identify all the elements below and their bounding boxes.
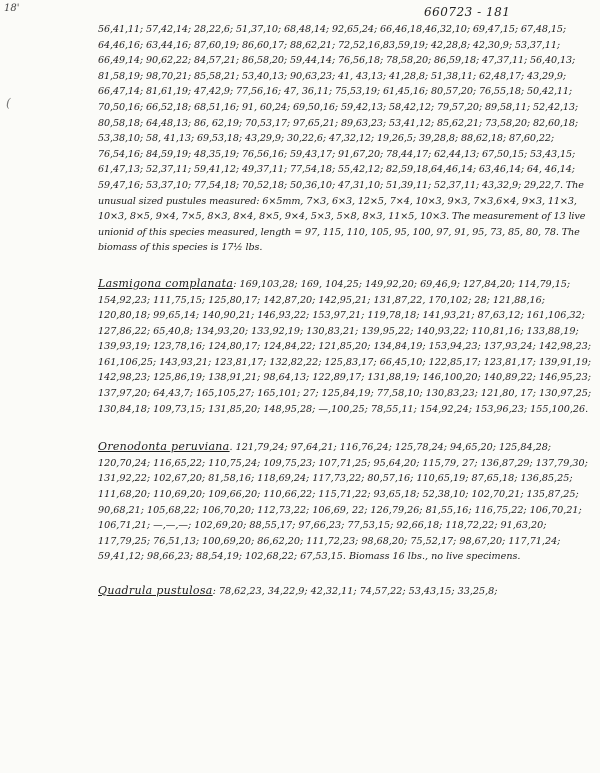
- corner-mark: 18': [4, 3, 20, 14]
- handwritten-notes: [98, 22, 592, 600]
- species-measurements: . 121,79,24; 97,64,21; 116,76,24; 125,78,24; 94,65,20; 125,84,28; 120,70,24; 116,65,22; 110,75,24; 109,75,23; 107,71,25; 95,64,20; 115,79, 27; 136,87,29; 137,79,30; 131,92,22; 102,67,20; 81,58,16; 118,69,24; 117,73,22; 80,57,16; 110,65,19; 87,65,18; 136,85,25; 111,68,20; 110,69,20; 109,66,20; 110,66,22; 115,71,22; 93,65,18; 52,38,10; 102,70,21; 135,87,25; 90,68,21; 105,68,22; 106,70,20; 112,73,22; 106,69, 22; 126,79,26; 81,55,16; 116,75,22; 106,70,21; 106,71,21; —,—,—; 102,69,20; 88,55,17; 97,66,23; 77,53,15; 92,66,18; 118,72,22; 91,63,20; 117,79,25; 76,51,13; 100,69,20; 86,62,20; 111,72,23; 98,68,20; 75,52,17; 98,67,20; 117,71,24; 59,41,12; 98,66,23; 88,54,19; 102,68,22; 67,53,15. Biomass 16 lbs., no live specimens.: [98, 442, 588, 563]
- species-measurements: : 169,103,28; 169, 104,25; 149,92,20; 69,46,9; 127,84,20; 114,79,15; 154,92,23; 111,75,15; 125,80,17; 142,87,20; 142,95,21; 131,87,22, 170,102; 28; 121,88,16; 120,80,18; 99,65,14; 140,90,21; 146,93,22; 153,97,21; 119,78,18; 141,93,21; 87,63,12; 161,106,32; 127,86,22; 65,40,8; 134,93,20; 133,92,19; 130,83,21; 139,95,22; 140,93,22; 110,81,16; 133,88,19; 139,93,19; 123,78,16; 124,80,17; 124,84,22; 121,85,20; 134,84,19; 153,94,23; 137,93,24; 142,98,23; 161,106,25; 143,93,21; 123,81,17; 132,82,22; 125,83,17; 66,45,10; 122,85,17; 123,81,17; 139,91,19; 142,98,23; 125,86,19; 138,91,21; 98,64,13; 122,89,17; 131,88,19; 146,100,20; 140,89,22; 146,95,23; 137,97,20; 64,43,7; 165,105,27; 165,101; 27; 125,84,19; 77,58,10; 130,83,23; 121,80, 17; 130,97,25; 130,84,18; 109,73,15; 131,85,20; 148,95,28; —,100,25; 78,55,11; 154,92,24; 153,96,23; 155,100,26.: [98, 278, 592, 415]
- measurement-list-continued: 56,41,11; 57,42,14; 28,22,6; 51,37,10; 68,48,14; 92,65,24; 66,46,18,46,32,10; 69,47,15; 67,48,15; 64,46,16; 63,44,16; 87,60,19; 86,60,17; 88,62,21; 72,52,16,83,59,19; 42,28,8; 42,30,9; 53,37,11; 66,49,14; 90,62,22; 84,57,21; 86,58,20; 59,44,14; 76,56,18; 78,58,20; 86,59,18; 47,37,11; 56,40,13; 81,58,19; 98,70,21; 85,58,21; 53,40,13; 90,63,23; 41, 43,13; 41,28,8; 51,38,11; 62,48,17; 43,29,9; 66,47,14; 81,61,19; 47,42,9; 77,56,16; 47, 36,11; 75,53,19; 61,45,16; 80,57,20; 76,55,18; 50,42,11; 70,50,16; 66,52,18; 68,51,16; 91, 60,24; 69,50,16; 59,42,13; 58,42,12; 79,57,20; 89,58,11; 52,42,13; 80,58,18; 64,48,13; 86, 62,19; 70,53,17; 97,65,21; 89,63,23; 53,41,12; 85,62,21; 73,58,20; 82,60,18; 53,38,10; 58, 41,13; 69,53,18; 43,29,9; 30,22,6; 47,32,12; 19,26,5; 39,28,8; 88,62,18; 87,60,22; 76,54,16; 84,59,19; 48,35,19; 76,56,16; 59,43,17; 91,67,20; 78,44,17; 62,44,13; 67,50,15; 53,43,15; 61,47,13; 52,37,11; 59,41,12; 49,37,11; 77,54,18; 55,42,12; 82,59,18,64,46,14; 63,46,14; 64, 46,14; 59,47,16; 53,37,10; 77,54,18; 70,52,18; 50,36,10; 47,31,10; 51,39,11; 52,37,11; 43,32,9; 29,22,7. The unusual sized pustules measured: 6×5mm, 7×3, 6×3, 12×5, 7×4, 10×3, 9×3, 7×3,6×4, 9×3, 11×3, 10×3, 8×5, 9×4, 7×5, 8×3, 8×4, 8×5, 9×4, 5×3, 5×8, 8×3, 11×5, 10×3. The measurement of 13 live unionid of this species measured, length = 97, 115, 110, 105, 95, 100, 97, 91, 95, 73, 85, 80, 78. The biomass of this species is 17½ lbs.: [98, 24, 586, 254]
- species-name: Orenodonta peruviana: [98, 440, 230, 454]
- species-measurements: : 78,62,23, 34,22,9; 42,32,11; 74,57,22; 53,43,15; 33,25,8;: [212, 586, 498, 597]
- species-name: Lasmigona complanata: [98, 276, 234, 290]
- species-entry-quadrula: [98, 583, 592, 600]
- species-entry-orenodonta: [98, 439, 592, 565]
- species-entry-lasmigona: [98, 276, 592, 417]
- species-name: Quadrula pustulosa: [98, 584, 213, 597]
- document-id: 660723 - 181: [424, 5, 511, 19]
- margin-mark: (: [6, 96, 11, 110]
